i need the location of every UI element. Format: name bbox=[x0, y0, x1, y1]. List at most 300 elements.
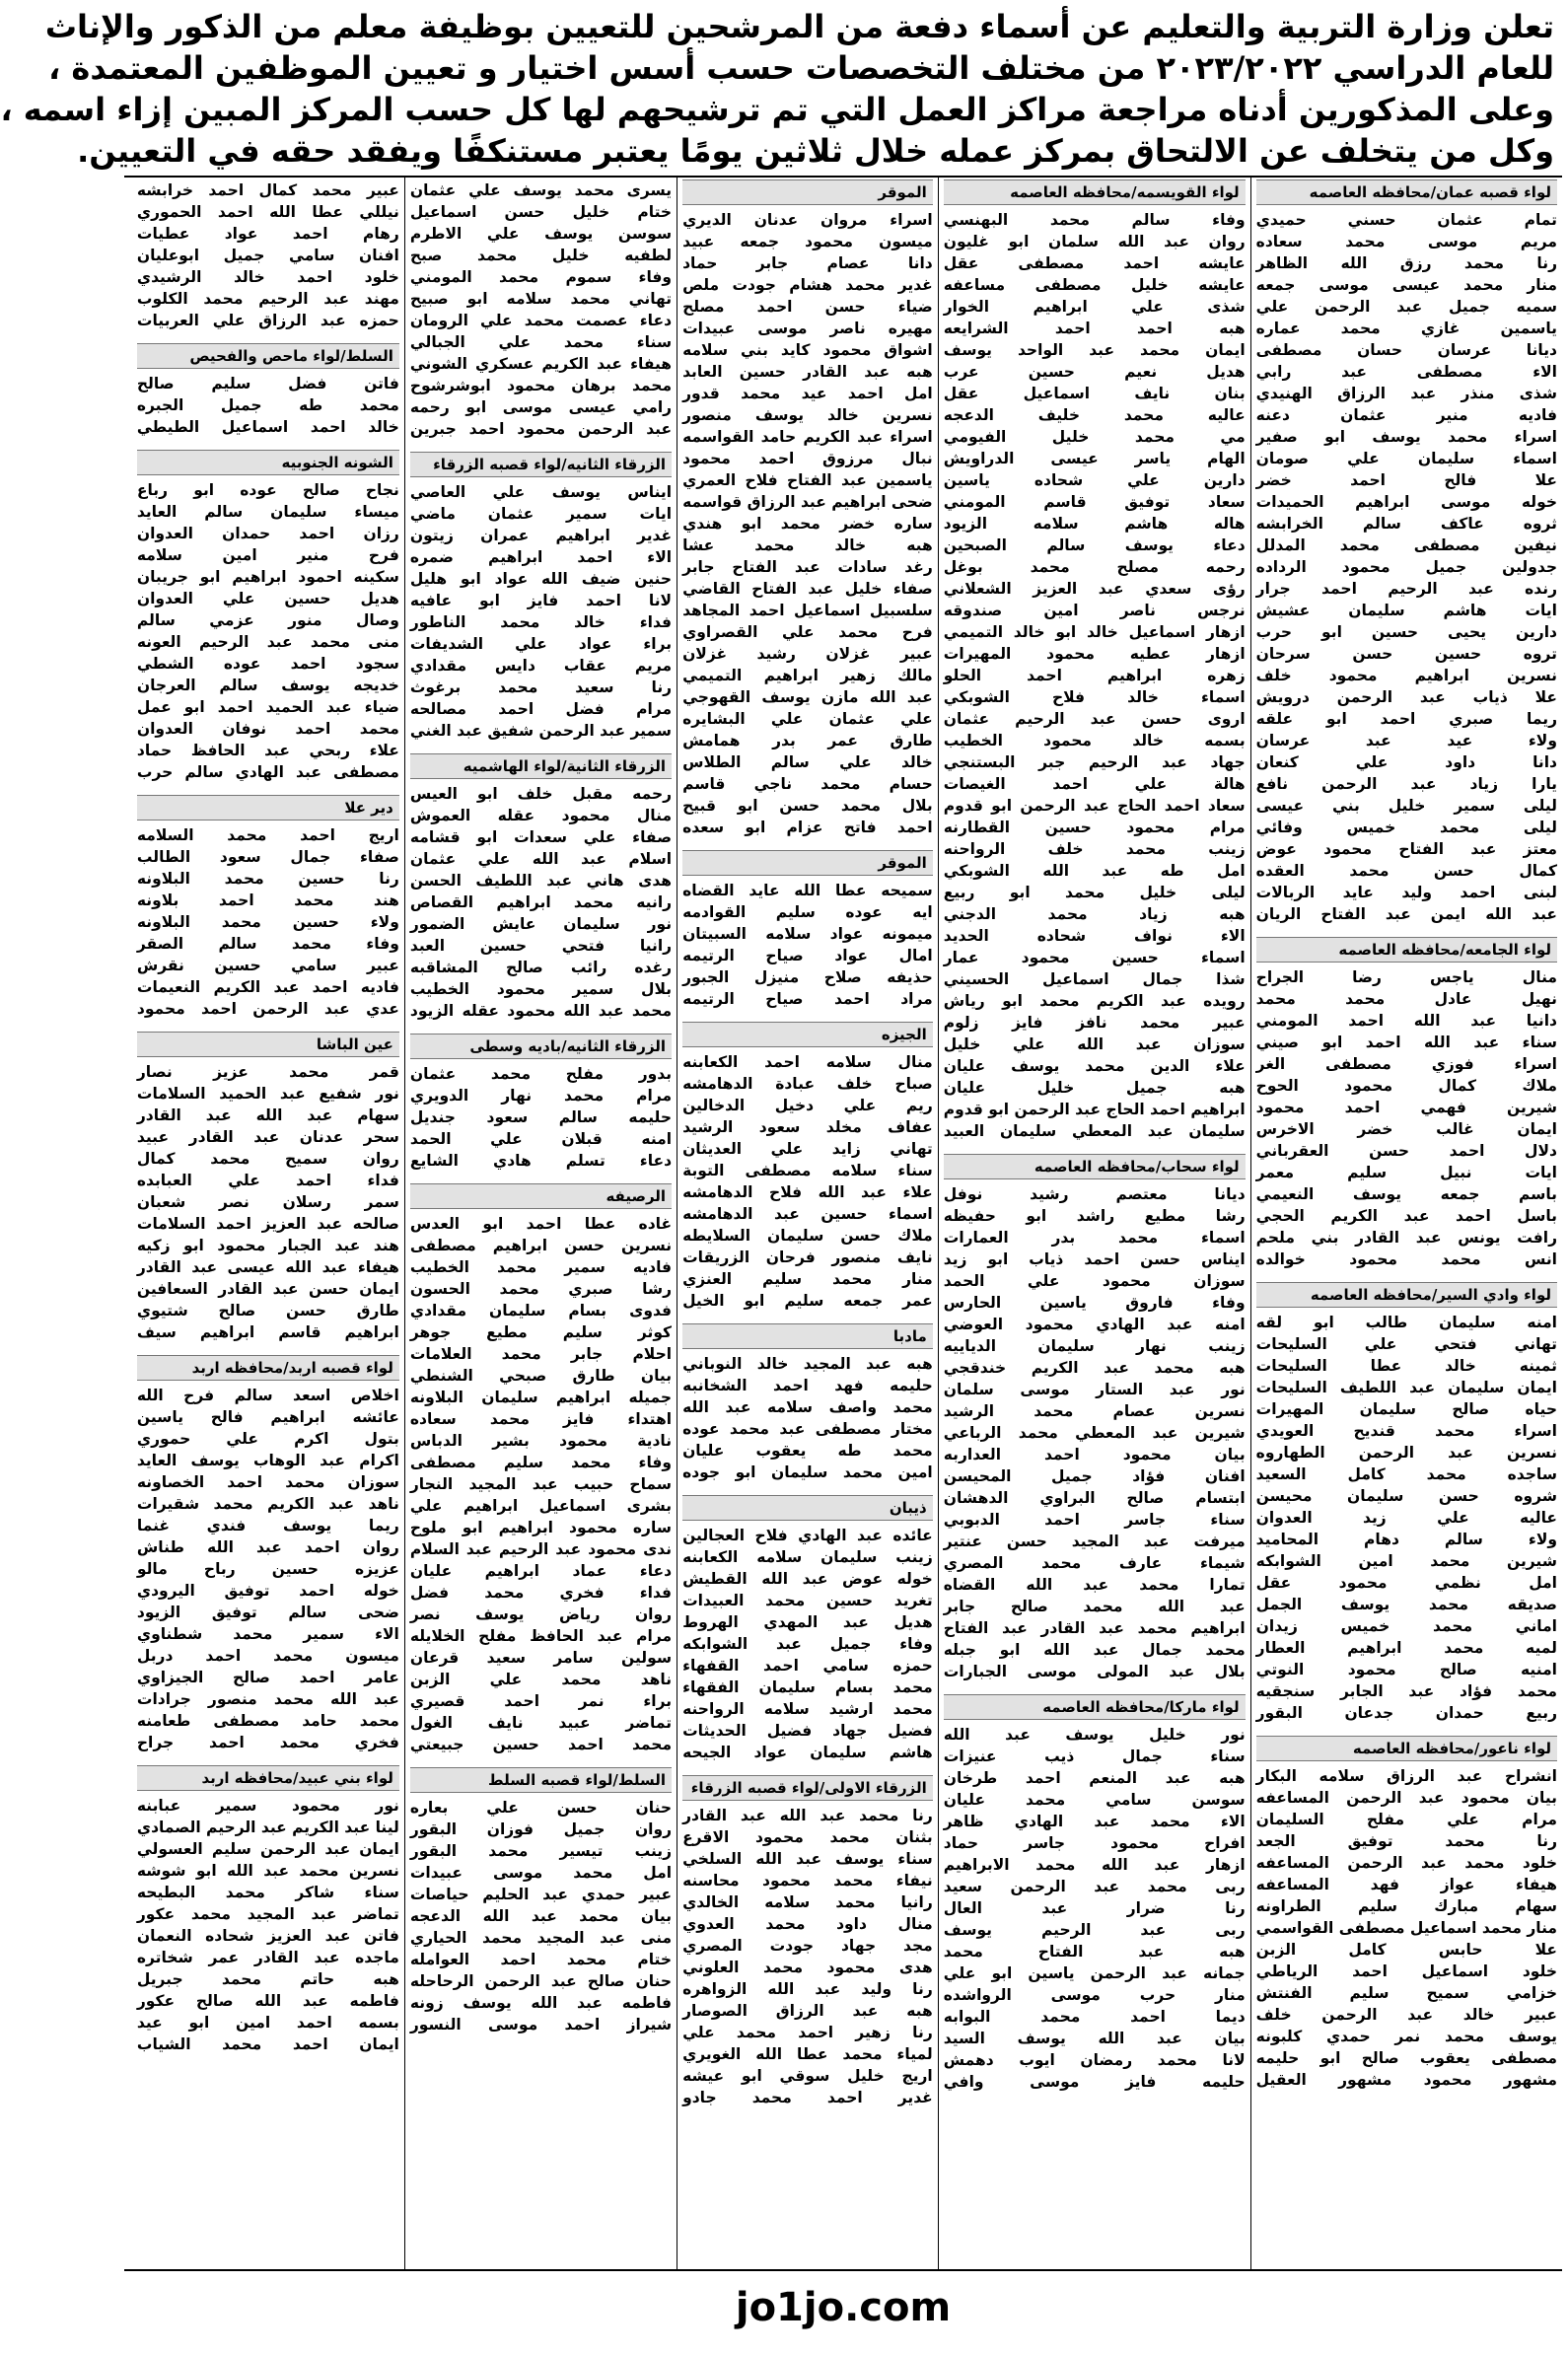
candidate-name: عبد الله ايمن عبد الفتاح الريان bbox=[1255, 905, 1557, 923]
candidate-name: هديل حسين علي العدوان bbox=[136, 590, 399, 607]
candidate-name: هبه عبد الفتاح محمد bbox=[943, 1943, 1246, 1961]
candidate-name: حياه صالح سليمان المهيرات bbox=[1255, 1400, 1557, 1418]
candidate-name: ريم علي دخيل الدخالين bbox=[682, 1097, 933, 1114]
candidate-name: دعاء عماد ابراهيم عليان bbox=[409, 1562, 673, 1580]
candidate-name: انس محمد محمود خوالده bbox=[1255, 1250, 1557, 1268]
candidate-name: خلود اسماعيل احمد الرياطي bbox=[1255, 1962, 1557, 1980]
candidate-name: عدي عبد الرحمن احمد محمود bbox=[136, 1000, 399, 1018]
candidate-name: هالة علي احمد الغيصات bbox=[943, 775, 1246, 793]
candidate-name: نيفين مصطفى محمد المدلل bbox=[1255, 536, 1557, 554]
headline-line-3: وعلى المذكورين أدناه مراجعة مراكز العمل التي تم ترشيحهم لها كل حسب المركز المبين إزاء اسمه ، bbox=[0, 91, 1554, 128]
candidate-name: شروه حسن سليمان محيسن bbox=[1255, 1487, 1557, 1505]
candidate-name: بلال محمد حسن ابو قبيح bbox=[682, 797, 933, 815]
candidate-name: علاء ربحي عبد الحافظ حماد bbox=[136, 742, 399, 759]
candidate-name: رويده عبد الكريم محمد ابو رياش bbox=[943, 992, 1246, 1010]
candidate-name: ميرفت عبد المجيد حسن عنتير bbox=[943, 1533, 1246, 1550]
candidate-name: تماضر عبيد نايف الغول bbox=[409, 1714, 673, 1732]
names-column bbox=[1250, 178, 1562, 2269]
candidate-name: منار محمد اسماعيل مصطفى القواسمي bbox=[1255, 1919, 1557, 1937]
district-header: لواء ماركا/محافظه العاصمه bbox=[944, 1694, 1246, 1720]
candidate-name: روان رياض يوسف نصر bbox=[409, 1605, 673, 1623]
candidate-name: تغريد حسين محمد العبيدات bbox=[682, 1592, 933, 1609]
candidate-name: بدور مفلح محمد عثمان bbox=[409, 1065, 673, 1083]
candidate-name: ضحى سالم توفيق الزيود bbox=[136, 1604, 399, 1621]
candidate-name: رغد سادات عبد الفتاح جابر bbox=[682, 558, 933, 576]
candidate-name: نهيل عادل محمد محمد bbox=[1255, 990, 1557, 1008]
candidate-name: جميله ابراهيم سليمان البلاونه bbox=[409, 1389, 673, 1406]
district-section bbox=[682, 850, 933, 1010]
candidate-name: ايمان احمد محمد الشياب bbox=[136, 2035, 399, 2053]
candidate-name: علاء الدين محمد يوسف عليان bbox=[943, 1057, 1246, 1075]
candidate-name: اريج احمد محمد السلامه bbox=[136, 826, 399, 844]
candidate-name: سمر رسلان نصر شعبان bbox=[136, 1193, 399, 1211]
candidate-name: عاليه محمد خليف الدعجه bbox=[943, 406, 1246, 424]
district-section bbox=[682, 1022, 933, 1312]
candidate-name: فاديه سمير محمد الخطيب bbox=[409, 1258, 673, 1276]
candidate-name: هدى هاني عبد اللطيف الحسن bbox=[409, 872, 673, 890]
candidate-name: سلسبيل اسماعيل احمد المجاهد bbox=[682, 602, 933, 619]
district-header: الزرقاء الثانيه/باديه وسطى bbox=[410, 1034, 672, 1059]
candidate-name: مختار مصطفى عبد محمد عوده bbox=[682, 1420, 933, 1438]
candidate-name: مصطفى يعقوب صالح ابو حليمه bbox=[1255, 2049, 1557, 2067]
candidate-name: محمد احمد حسين جبيعتي bbox=[409, 1736, 673, 1753]
district-header: الجيزه bbox=[682, 1022, 933, 1047]
candidate-name: الاء احمد ابراهيم ضمره bbox=[409, 548, 673, 566]
candidate-name: ليلى خليل محمد ابو ربيع bbox=[943, 884, 1246, 901]
candidate-name: دارين علي شحاده ياسين bbox=[943, 471, 1246, 489]
district-section bbox=[410, 1183, 672, 1755]
candidate-name: ايناس حسن احمد ذياب ابو زيد bbox=[943, 1250, 1246, 1268]
candidate-name: هبه محمد عبد الكريم خندقجي bbox=[943, 1359, 1246, 1377]
candidate-name: نسرين خالد يوسف منصور bbox=[682, 406, 933, 424]
candidate-name: شيرين عبد المعطي محمد الرباعي bbox=[943, 1424, 1246, 1442]
candidate-name: بيان محمد عبد الله الدعجه bbox=[409, 1907, 673, 1925]
candidate-name: حليمه فهد احمد الشخانبه bbox=[682, 1377, 933, 1394]
candidate-name: فرح محمد علي القصراوي bbox=[682, 623, 933, 641]
candidate-name: سميحه عطا الله عايد القضاه bbox=[682, 882, 933, 899]
candidate-name: امين محمد سليمان ابو جوده bbox=[682, 1463, 933, 1481]
candidate-name: بسمه خالد محمود الخطيب bbox=[943, 732, 1246, 749]
candidate-name: ازهار اسماعيل خالد ابو خالد التميمي bbox=[943, 623, 1246, 641]
candidate-name: سميه جميل عبد الرحمن علي bbox=[1255, 298, 1557, 316]
candidate-name: محمد طه يعقوب عليان bbox=[682, 1442, 933, 1460]
candidate-name: حمزه عبد الرزاق علي العربيات bbox=[136, 312, 399, 329]
candidate-name: صديقه محمد يوسف الجمل bbox=[1255, 1596, 1557, 1613]
candidate-name: رشا صبري محمد الحسون bbox=[409, 1280, 673, 1298]
candidate-name: الاء مصطفى عبد رابي bbox=[1255, 363, 1557, 381]
candidate-name: بشرى اسماعيل ابراهيم علي bbox=[409, 1497, 673, 1515]
candidate-name: امال عواد صياح الرتيمه bbox=[682, 947, 933, 964]
candidate-name: سناء شاكر محمد البطيحه bbox=[136, 1884, 399, 1901]
candidate-name: سناء جاسر احمد الدبوبي bbox=[943, 1511, 1246, 1529]
candidate-name: حليمه سالم سعود جنديل bbox=[409, 1108, 673, 1126]
candidate-name: باسل احمد عبد الكريم الحجي bbox=[1255, 1207, 1557, 1225]
candidate-name: دعاء عصمت محمد علي الرومان bbox=[409, 312, 673, 329]
district-header: لواء بني عبيد/محافظه اربد bbox=[137, 1765, 399, 1791]
candidate-name: ازهار عطيه محمود المهيرات bbox=[943, 645, 1246, 663]
candidate-name: تماضر عبد المجيد محمد عكور bbox=[136, 1905, 399, 1923]
district-section bbox=[137, 1032, 399, 1343]
candidate-name: صفاء خليل عبد الفتاح القاضي bbox=[682, 580, 933, 598]
candidate-name: مراد احمد صياح الرتيمه bbox=[682, 990, 933, 1008]
candidate-name: تهاني فتحي علي السليحات bbox=[1255, 1335, 1557, 1353]
candidate-name: عبير غزلان رشيد غزلان bbox=[682, 645, 933, 663]
candidate-name: اسماء محمد بدر العمارات bbox=[943, 1229, 1246, 1247]
candidate-name: محمد برهان محمود ابوشرشوح bbox=[409, 377, 673, 394]
candidate-name: محمد احمد نوفان العدوان bbox=[136, 720, 399, 738]
candidate-name: لينا عبد الكريم عبد الرحيم الصمادي bbox=[136, 1819, 399, 1836]
candidate-name: رنا محمد توفيق الجعد bbox=[1255, 1832, 1557, 1850]
candidate-name: هبه عبد المجيد خالد النوباني bbox=[682, 1355, 933, 1373]
headline-line-2: للعام الدراسي ٢٠٢٣/٢٠٢٢ من مختلف التخصصات حسب أسس اختيار و تعيين الموظفين المعتمدة ، bbox=[48, 49, 1554, 87]
candidate-name: رشا مطيع راشد ابو حفيظه bbox=[943, 1207, 1246, 1225]
candidate-name: يسرى محمد يوسف علي عثمان bbox=[409, 181, 673, 199]
candidate-name: سحر عدنان عبد القادر عبيد bbox=[136, 1128, 399, 1146]
candidate-name: هبه عبد القادر حسين العابد bbox=[682, 363, 933, 381]
candidate-name: محمد جمال عبد الله ابو جبله bbox=[943, 1641, 1246, 1659]
candidate-name: اسماء خالد فلاح الشوبكي bbox=[943, 688, 1246, 706]
candidate-name: يوسف محمد نمر حمدي كلبونه bbox=[1255, 2028, 1557, 2045]
candidate-name: ديانا عرسان حسان مصطفى bbox=[1255, 341, 1557, 359]
candidate-name: رافت يونس عبد القادر بني ملحم bbox=[1255, 1229, 1557, 1247]
candidate-name: امل طه عبد الله الشوبكي bbox=[943, 862, 1246, 880]
candidate-name: دلال احمد حسن العقرباني bbox=[1255, 1142, 1557, 1160]
candidate-name: دعاء تسلم هادي الشايع bbox=[409, 1152, 673, 1170]
district-section bbox=[137, 343, 399, 438]
candidate-name: رنا محمد عبد الله عبد القادر bbox=[682, 1807, 933, 1824]
candidate-name: امل محمد موسى عبيدات bbox=[409, 1864, 673, 1882]
candidate-name: رغده رائب صالح المشاقبه bbox=[409, 959, 673, 976]
candidate-name: غاده عطا احمد ابو العدس bbox=[409, 1215, 673, 1233]
candidate-name: بتول اكرم علي حموري bbox=[136, 1430, 399, 1448]
candidate-name: ميسون محمود جمعه عبيد bbox=[682, 233, 933, 250]
candidate-name: ملاك حسن سليمان السلايطه bbox=[682, 1227, 933, 1245]
candidate-name: الهام ياسر عيسى الدراويش bbox=[943, 450, 1246, 467]
candidate-name: هدى محمود محمد العلوني bbox=[682, 1959, 933, 1976]
candidate-name: ابراهيم قاسم ابراهيم سيف bbox=[136, 1323, 399, 1341]
candidate-name: لانا محمد رمضان ايوب دهمش bbox=[943, 2051, 1246, 2069]
candidate-name: سوزان محمود علي الحمد bbox=[943, 1272, 1246, 1290]
candidate-name: ملاك كمال محمود الحوح bbox=[1255, 1077, 1557, 1095]
candidate-name: محمد واصف سلامه عبد الله bbox=[682, 1398, 933, 1416]
candidate-name: سولين سامر سعيد قرعان bbox=[409, 1649, 673, 1667]
candidate-name: بلال عبد المولى موسى الجبارات bbox=[943, 1663, 1246, 1680]
candidate-name: منال سلامه احمد الكعابنه bbox=[682, 1053, 933, 1071]
candidate-name: عبير محمد نافز فايز زلوم bbox=[943, 1014, 1246, 1032]
candidate-name: مرام علي مفلح السليمان bbox=[1255, 1811, 1557, 1828]
candidate-name: افنان سامي جميل ابوعليان bbox=[136, 247, 399, 264]
candidate-name: براء نمر احمد قصيري bbox=[409, 1692, 673, 1710]
candidate-name: ساره خضر محمد ابو هندي bbox=[682, 515, 933, 533]
candidate-name: عفاف مخلد سعود الرشيد bbox=[682, 1118, 933, 1136]
candidate-name: عبد الله محمد منصور جرادات bbox=[136, 1690, 399, 1708]
candidate-name: عبد الرحمن محمود احمد جبرين bbox=[409, 420, 673, 438]
candidate-name: نرجس ناصر امين صندوقه bbox=[943, 602, 1246, 619]
district-header: ذيبان bbox=[682, 1495, 933, 1521]
candidate-name: محمد حامد مصطفى طعامنه bbox=[136, 1712, 399, 1730]
candidate-name: الاء نواف شحاده الحديد bbox=[943, 927, 1246, 945]
candidate-name: منار حرب موسى الرواشده bbox=[943, 1986, 1246, 2004]
candidate-name: هديل نعيم حسين عرب bbox=[943, 363, 1246, 381]
candidate-name: ضياء حسن احمد مصلح bbox=[682, 298, 933, 316]
candidate-name: زينب سليمان سلامه الكعابنه bbox=[682, 1548, 933, 1566]
candidate-name: دارين يحيى حسين ابو حرب bbox=[1255, 623, 1557, 641]
district-section bbox=[410, 753, 672, 1022]
candidate-name: سوزان عبد الله علي خليل bbox=[943, 1035, 1246, 1053]
candidate-name: خوله احمد توفيق اليرودي bbox=[136, 1582, 399, 1600]
candidate-name: اريج خليل سوقي ابو عيشه bbox=[682, 2067, 933, 2085]
candidate-name: روان سميح محمد كمال bbox=[136, 1150, 399, 1168]
candidate-name: سناء يوسف عبد الله السلخي bbox=[682, 1850, 933, 1868]
candidate-name: بيان طارق صبحي الشنطي bbox=[409, 1367, 673, 1385]
candidate-name: اسماء حسين عبد الدهامشه bbox=[682, 1205, 933, 1223]
candidate-name: سناء جمال ذيب عنيزات bbox=[943, 1748, 1246, 1765]
candidate-name: رنده عبد الرحيم احمد جرار bbox=[1255, 580, 1557, 598]
candidate-name: زينب تيسير محمد البقور bbox=[409, 1842, 673, 1860]
candidate-name: مرام فضل احمد مصالحه bbox=[409, 700, 673, 718]
headline-line-1: تعلن وزارة التربية والتعليم عن أسماء دفعة من المرشحين للتعيين بوظيفة معلم من الذكور والإناث bbox=[44, 8, 1554, 45]
candidate-name: خديجه يوسف سالم العرجان bbox=[136, 677, 399, 694]
candidate-name: حنان حسن علي بعاره bbox=[409, 1799, 673, 1817]
candidate-name: دانيا عبد الله احمد المومني bbox=[1255, 1012, 1557, 1030]
headline-line-4: وكل من يتخلف عن الالتحاق بمركز عمله خلال ثلاثين يومًا يعتبر مستنكفًا ويفقد حقه في التعيين. bbox=[77, 132, 1554, 170]
candidate-name: شذا جمال اسماعيل الحسيني bbox=[943, 970, 1246, 988]
district-section bbox=[944, 1694, 1246, 2093]
candidate-name: هيفاء عبد الكريم عسكري الشوني bbox=[409, 355, 673, 373]
district-section bbox=[682, 1323, 933, 1483]
candidate-name: هند محمد احمد بلاونه bbox=[136, 892, 399, 909]
candidate-name: وصال منور عزمي سالم bbox=[136, 611, 399, 629]
candidate-name: رانيا فتحي حسين العبد bbox=[409, 937, 673, 955]
candidate-name: سهام مبارك سليم الطراونه bbox=[1255, 1897, 1557, 1915]
candidate-name: ابراهيم احمد الحاج عبد الرحمن ابو قدوم bbox=[943, 1101, 1246, 1118]
candidate-name: هيفاء عواز فهد المساعفه bbox=[1255, 1876, 1557, 1893]
names-column bbox=[132, 178, 404, 2269]
candidate-name: حمزه سامي احمد القفهاء bbox=[682, 1657, 933, 1675]
candidate-name: ميسون محمد احمد دربل bbox=[136, 1647, 399, 1665]
candidate-name: اهتداء فايز محمد سعاده bbox=[409, 1410, 673, 1428]
candidate-name: امنيه صالح محمود النوتي bbox=[1255, 1661, 1557, 1678]
district-section bbox=[682, 179, 933, 838]
candidate-name: لبنى احمد وليد عايد الربالات bbox=[1255, 884, 1557, 901]
candidate-name: ريما صبري احمد ابو علقه bbox=[1255, 710, 1557, 728]
candidate-name: نسرين ابراهيم محمود خلف bbox=[1255, 667, 1557, 684]
candidate-name: فاطمه عبد الله صالح عكور bbox=[136, 1992, 399, 2010]
candidate-name: نور عبد الستار موسى سلمان bbox=[943, 1381, 1246, 1398]
candidate-name: لطفيه خليل محمد صبح bbox=[409, 247, 673, 264]
candidate-name: ربى محمد عبد الرحمن سعيد bbox=[943, 1878, 1246, 1895]
district-header: لواء الجامعه/محافظه العاصمه bbox=[1256, 937, 1557, 963]
candidate-name: زينب محمد خلف الرواحنه bbox=[943, 840, 1246, 858]
candidate-name: ايات سمير عثمان ماضي bbox=[409, 505, 673, 523]
district-section bbox=[1256, 179, 1557, 925]
candidate-name: عبير خالد عبد الرحمن خلف bbox=[1255, 2006, 1557, 2024]
candidate-name: عبد الله محمد صالح جابر bbox=[943, 1598, 1246, 1615]
candidate-name: علا حابس كامل الزبن bbox=[1255, 1941, 1557, 1959]
district-header: السلط/لواء ماحص والفحيص bbox=[137, 343, 399, 369]
candidate-name: لميه محمد ابراهيم العطار bbox=[1255, 1639, 1557, 1657]
candidate-name: محمد طه جميل الجبره bbox=[136, 396, 399, 414]
candidate-name: هبه جميل خليل عليان bbox=[943, 1079, 1246, 1097]
candidate-name: سوسن يوسف علي الاطرم bbox=[409, 225, 673, 243]
candidate-name: هيفاء عبد الله عيسى عبد القادر bbox=[136, 1258, 399, 1276]
candidate-name: نجاح صالح عوده ابو رباع bbox=[136, 481, 399, 499]
candidate-name: سهام عبد الله عبد القادر bbox=[136, 1106, 399, 1124]
candidate-name: وفاء جميل عبد الشوابكه bbox=[682, 1635, 933, 1653]
candidate-name: اسراء محمد قنديح العويدي bbox=[1255, 1422, 1557, 1440]
candidate-name: حليمه فايز موسى وافي bbox=[943, 2073, 1246, 2091]
candidate-name: بثنان محمد محمود الاقرع bbox=[682, 1828, 933, 1846]
candidate-name: مالك زهير ابراهيم التميمي bbox=[682, 667, 933, 684]
candidate-name: الاء سمير محمد شطناوي bbox=[136, 1625, 399, 1643]
district-section bbox=[137, 795, 399, 1020]
district-header: لواء وادي السير/محافظه العاصمه bbox=[1256, 1282, 1557, 1308]
candidate-name: احمد فاتح عزام ابو سعده bbox=[682, 819, 933, 836]
candidate-name: روان جميل فوزان البقور bbox=[409, 1820, 673, 1838]
candidate-name: صفاء جمال سعود الطالب bbox=[136, 848, 399, 866]
candidate-name: رحمه مصلح محمد بوغل bbox=[943, 558, 1246, 576]
candidate-name: ربى عبد الرحيم يوسف bbox=[943, 1921, 1246, 1939]
district-section bbox=[137, 179, 399, 331]
candidate-name: قمر محمد عزيز نصار bbox=[136, 1063, 399, 1081]
district-header: مادبا bbox=[682, 1323, 933, 1349]
candidate-name: دانا داود علي كنعان bbox=[1255, 753, 1557, 771]
candidate-name: فرح منير امين سلامه bbox=[136, 546, 399, 564]
candidate-name: سناء عبد الله احمد ابو صيني bbox=[1255, 1034, 1557, 1051]
district-section bbox=[1256, 1282, 1557, 1724]
candidate-name: منال ياجس رضا الجراح bbox=[1255, 968, 1557, 986]
candidate-name: مريم موسى محمد سعاده bbox=[1255, 233, 1557, 250]
district-section bbox=[137, 1765, 399, 2055]
candidate-name: هاله هاشم سلامه الزيود bbox=[943, 515, 1246, 533]
candidate-name: شيماء عارف محمد المصري bbox=[943, 1554, 1246, 1572]
candidate-name: بيان عبد الله يوسف السيد bbox=[943, 2030, 1246, 2047]
district-section bbox=[1256, 1736, 1557, 2091]
district-header: الزرقاء الثانيه/لواء قصبه الزرقاء bbox=[410, 452, 672, 477]
candidate-name: رنا زهير احمد محمد علي bbox=[682, 2024, 933, 2041]
candidate-name: هبه عبد الرزاق الصوصار bbox=[682, 2002, 933, 2020]
candidate-name: فاطمه عبد الله يوسف زونه bbox=[409, 1994, 673, 2012]
candidate-name: شذى منذر عبد الرزاق الهنيدي bbox=[1255, 385, 1557, 402]
candidate-name: هند عبد الجبار محمود ابو زكيه bbox=[136, 1237, 399, 1254]
candidate-name: ساجده محمد كامل السعيد bbox=[1255, 1465, 1557, 1483]
candidate-name: عبير محمد كمال احمد خرابشه bbox=[136, 181, 399, 199]
candidate-name: الاء محمد عبد الهادي ظاهر bbox=[943, 1813, 1246, 1830]
district-header: الزرقاء الثانية/لواء الهاشميه bbox=[410, 753, 672, 779]
candidate-name: افنان فؤاد جميل المحيسن bbox=[943, 1467, 1246, 1485]
candidate-name: غدير ابراهيم عمران زيتون bbox=[409, 527, 673, 544]
candidate-name: سعاد توفيق قاسم المومني bbox=[943, 493, 1246, 511]
site-watermark: jo1jo.com bbox=[735, 2285, 952, 2330]
candidate-name: اسماء سليمان علي صومان bbox=[1255, 450, 1557, 467]
candidate-name: روان احمد عبد الله طناش bbox=[136, 1538, 399, 1556]
candidate-name: امنه سليمان طالب ابو لقه bbox=[1255, 1314, 1557, 1331]
candidate-name: سناء سلامه مصطفى التوبة bbox=[682, 1162, 933, 1179]
candidate-name: محمد ارشيد سلامه الرواحنه bbox=[682, 1700, 933, 1718]
candidate-name: اسراء مروان عدنان الديري bbox=[682, 211, 933, 229]
announcement-headline bbox=[0, 6, 1568, 172]
district-header: لواء القويسمه/محافظه العاصمه bbox=[944, 179, 1246, 205]
candidate-name: مهند عبد الرحيم محمد الكلوب bbox=[136, 290, 399, 308]
candidate-name: نسرين محمد عبد الله ابو شوشه bbox=[136, 1862, 399, 1880]
candidate-name: هبه زياد محمد الدجني bbox=[943, 905, 1246, 923]
candidate-name: وفاء محمد سالم الصقر bbox=[136, 935, 399, 953]
candidate-name: انشراح عبد الرزاق سلامه البكار bbox=[1255, 1767, 1557, 1785]
candidate-name: خوله عوض عبد الله القطيش bbox=[682, 1570, 933, 1588]
candidate-name: ختام خليل حسن اسماعيل bbox=[409, 203, 673, 221]
candidate-name: ثروه عاكف سالم الخرابشه bbox=[1255, 515, 1557, 533]
district-section bbox=[410, 1034, 672, 1172]
candidate-name: فخري محمد احمد جراح bbox=[136, 1734, 399, 1751]
candidate-name: سماح حبيب عبد المجيد النجار bbox=[409, 1475, 673, 1493]
district-section bbox=[944, 1154, 1246, 1682]
candidate-name: سمير عبد الرحمن شفيق عبد الغني bbox=[409, 722, 673, 740]
candidate-name: سعاد احمد الحاج عبد الرحمن ابو قدوم bbox=[943, 797, 1246, 815]
candidate-name: زهره ابراهيم احمد الحلو bbox=[943, 667, 1246, 684]
candidate-name: ناهد محمد علي الزبن bbox=[409, 1671, 673, 1688]
candidate-name: امنه عبد الهادي محمود العوضي bbox=[943, 1316, 1246, 1333]
candidate-name: ثمينه خالد عطا السليحات bbox=[1255, 1357, 1557, 1375]
candidate-name: امل احمد عيد محمد قدور bbox=[682, 385, 933, 402]
candidate-name: اسراء عبد الكريم حامد القواسمه bbox=[682, 428, 933, 446]
candidate-name: اسلام عبد الله علي عثمان bbox=[409, 850, 673, 868]
candidate-name: ايمان محمد عبد الواحد يوسف bbox=[943, 341, 1246, 359]
district-header: لواء قصبه عمان/محافظه العاصمه bbox=[1256, 179, 1557, 205]
district-section bbox=[944, 179, 1246, 1142]
candidate-name: سوسن سامي محمد عليان bbox=[943, 1791, 1246, 1809]
candidate-name: نسرين حسن ابراهيم مصطفى bbox=[409, 1237, 673, 1254]
candidate-name: ايمان عبد الرحمن سليم العسولي bbox=[136, 1840, 399, 1858]
names-column bbox=[404, 178, 677, 2269]
candidate-name: دعاء يوسف سالم الصبحين bbox=[943, 536, 1246, 554]
candidate-name: ريما يوسف فندي غنما bbox=[136, 1517, 399, 1534]
district-header: السلط/لواء قصبه السلط bbox=[410, 1767, 672, 1793]
district-section bbox=[137, 450, 399, 783]
candidate-name: فاتن فضل سليم صالح bbox=[136, 375, 399, 392]
candidate-name: ليلى سمير خليل بني عيسى bbox=[1255, 797, 1557, 815]
candidate-name: منى محمد عبد الرحيم العونه bbox=[136, 633, 399, 651]
district-section bbox=[410, 452, 672, 742]
candidate-name: شيرين فهمي احمد محمود bbox=[1255, 1099, 1557, 1116]
candidate-name: خالد علي سالم الطلاس bbox=[682, 753, 933, 771]
candidate-name: يارا زياد عبد الرحمن نافع bbox=[1255, 775, 1557, 793]
district-section bbox=[137, 1355, 399, 1753]
candidate-name: طارق عمر بدر همامش bbox=[682, 732, 933, 749]
candidate-name: نور محمود سمير عبابنه bbox=[136, 1797, 399, 1815]
candidate-name: ياسمين غازي محمد عماره bbox=[1255, 320, 1557, 337]
candidate-name: رنا سعيد محمد برغوث bbox=[409, 678, 673, 696]
candidate-name: هبه احمد احمد الشرايعه bbox=[943, 320, 1246, 337]
district-header: لواء قصبه اربد/محافظه اربد bbox=[137, 1355, 399, 1381]
names-grid bbox=[124, 176, 1562, 2271]
candidate-name: جدولين جميل محمود الرداده bbox=[1255, 558, 1557, 576]
candidate-name: اماني محمد خميس زيدان bbox=[1255, 1617, 1557, 1635]
candidate-name: علا فالح احمد خضر bbox=[1255, 471, 1557, 489]
district-header: عين الباشا bbox=[137, 1032, 399, 1057]
candidate-name: باسم جمعه يوسف النعيمي bbox=[1255, 1185, 1557, 1203]
candidate-name: محمد فؤاد عبد الجابر سنجقيه bbox=[1255, 1682, 1557, 1700]
candidate-name: ديما احمد محمد البوابه bbox=[943, 2008, 1246, 2026]
district-section bbox=[410, 1767, 672, 2035]
candidate-name: فداء فخري محمد فضل bbox=[409, 1584, 673, 1602]
candidate-name: ضياء عبد الحميد احمد ابو عمل bbox=[136, 698, 399, 716]
candidate-name: منال داود محمد العدوي bbox=[682, 1915, 933, 1933]
candidate-name: حنين ضيف الله عواد ابو هليل bbox=[409, 570, 673, 588]
candidate-name: ازهار عبد الله محمد الابراهيم bbox=[943, 1856, 1246, 1874]
candidate-name: رانيه محمد ابراهيم القصاص bbox=[409, 893, 673, 911]
candidate-name: عامر احمد صالح الجيزاوي bbox=[136, 1669, 399, 1686]
candidate-name: علاء عبد الله فلاح الدهامشه bbox=[682, 1183, 933, 1201]
